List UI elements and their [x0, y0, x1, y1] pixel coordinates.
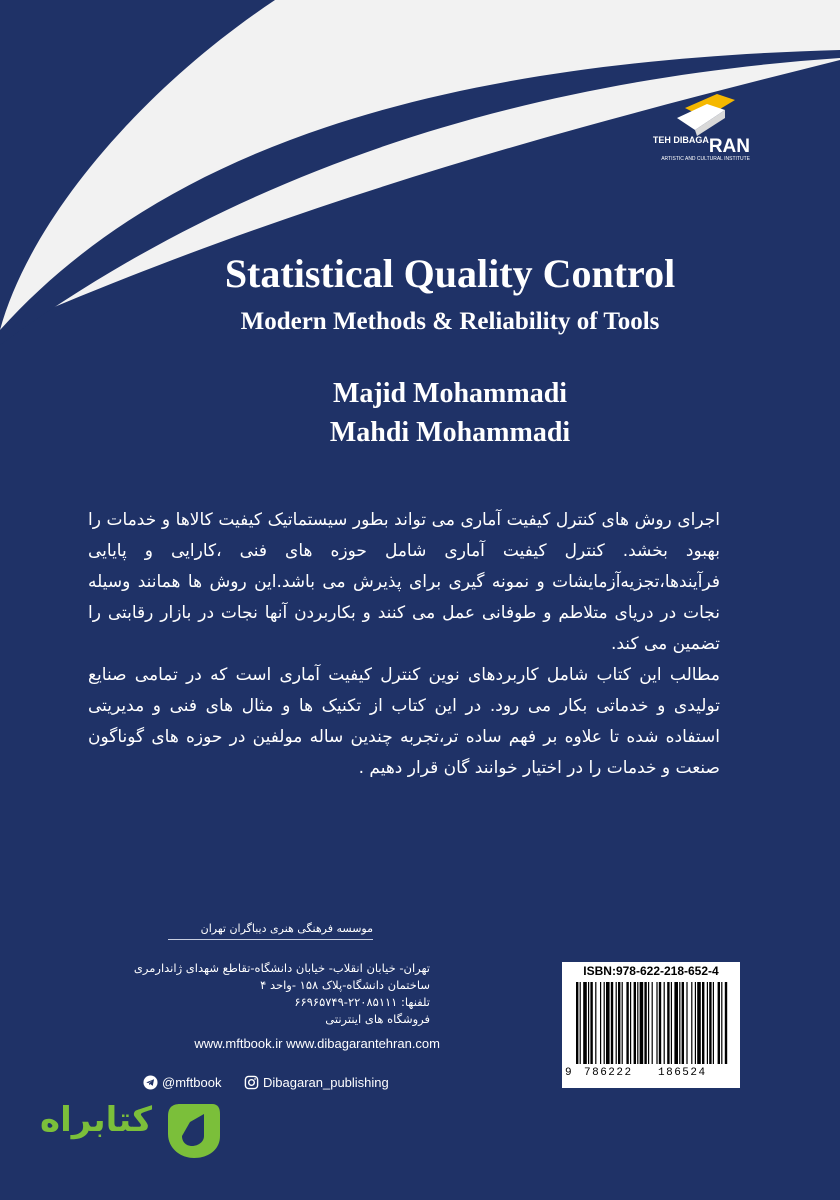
barcode-bar [682, 982, 684, 1064]
publisher-logo-text [650, 136, 750, 162]
instagram-icon [244, 1075, 259, 1090]
online-stores-label: فروشگاه های اینترنتی [325, 1012, 430, 1026]
publisher-address [100, 960, 430, 1028]
barcode-bar [664, 982, 665, 1064]
barcode-bar [616, 982, 617, 1064]
barcode-bar [671, 982, 672, 1064]
barcode-bar [600, 982, 601, 1064]
barcode-bar [718, 982, 720, 1064]
telegram-icon [143, 1075, 158, 1090]
barcode-bar [725, 982, 727, 1064]
publisher-name: موسسه فرهنگی هنری دیباگران تهران [168, 922, 373, 940]
barcode-bar [634, 982, 636, 1064]
barcode-bar [611, 982, 613, 1064]
address-line: ساختمان دانشگاه-پلاک ۱۵۸ -واحد ۴ [260, 978, 430, 992]
book-description [88, 505, 720, 784]
barcode-bar [580, 982, 581, 1064]
barcode-bar [679, 982, 680, 1064]
store-watermark: کتابراه [40, 1100, 153, 1140]
barcode-bar [691, 982, 692, 1064]
telegram-contact [143, 1075, 221, 1090]
phone-numbers: تلفنها: ۲۲۰۸۵۱۱۱-۶۶۹۶۵۷۴۹ [294, 995, 430, 1009]
logo-brand-small: TEH DIBAGA [652, 135, 709, 145]
barcode-bar [604, 982, 605, 1064]
instagram-contact [244, 1075, 389, 1090]
barcode-bar [648, 982, 649, 1064]
description-paragraph: مطالب این کتاب شامل کاربردهای نوین کنترل کیفیت آماری است که در تمامی صنایع تولیدی و خدماتی بکار می رود. در این کتاب از تکنیک ها و مثال های فنی و مدیریتی استفاده شده تا علاوه بر فهم ساده تر،تجربه چندین ساله مولفین در حوزه های گوناگون صنعت و خدمات را در اختیار خوانند گان قرار دهیم . [88, 665, 720, 778]
barcode-bar [644, 982, 646, 1064]
author-name: Mahdi Mohammadi [329, 417, 571, 448]
barcode-bar [590, 982, 592, 1064]
isbn-barcode [562, 962, 740, 1088]
barcode-bars [576, 982, 728, 1070]
barcode-bar [626, 982, 628, 1064]
logo-tagline: ARTISTIC AND CULTURAL INSTITUTE [661, 156, 750, 162]
barcode-bar [659, 982, 661, 1064]
barcode-bar [576, 982, 578, 1064]
logo-brand-large: RAN [708, 136, 750, 157]
website-links: www.mftbook.ir www.dibagarantehran.com [194, 1036, 440, 1051]
barcode-bar [618, 982, 620, 1064]
barcode-bar [606, 982, 610, 1064]
barcode-bar [630, 982, 631, 1064]
barcode-digit-first: 9 [565, 1067, 572, 1079]
barcode-bar [595, 982, 596, 1064]
isbn-number: ISBN:978-622-218-652-4 [583, 964, 719, 978]
telegram-handle: @mftbook [162, 1075, 222, 1090]
barcode-bar [707, 982, 708, 1064]
barcode-digits-left: 786222 [584, 1067, 633, 1079]
barcode-bar [713, 982, 714, 1064]
barcode-bar [640, 982, 644, 1064]
book-title: Statistical Quality Control [224, 251, 676, 296]
barcode-bar [709, 982, 711, 1064]
barcode-bar [674, 982, 678, 1064]
barcode-bar [686, 982, 687, 1064]
barcode-bar [637, 982, 638, 1064]
barcode-bar [667, 982, 669, 1064]
barcode-bar [697, 982, 701, 1064]
description-paragraph: اجرای روش های کنترل کیفیت آماری می تواند بطور سیستماتیک کیفیت کالاها و خدمات را بهبود بخشد. کنترل کیفیت آماری شامل حوزه های فنی ،کارایی و پایایی فرآیندها،تجزیه‌آزمایشات و نمونه گیری برای پذیرش می باشد.این روش ها همانند وسیله نجات در دریای متلاطم و طوفانی عمل می کنند و بکاربردن آنها نجات در بازار رقابتی را تضمین می کند. [88, 510, 720, 654]
barcode-bar [583, 982, 587, 1064]
book-subtitle: Modern Methods & Reliability of Tools [240, 308, 660, 335]
barcode-bar [652, 982, 653, 1064]
barcode-bar [721, 982, 722, 1064]
barcode-bar [622, 982, 623, 1064]
barcode-bar [656, 982, 657, 1064]
barcode-bar [695, 982, 696, 1064]
barcode-bar [702, 982, 704, 1064]
author-name: Majid Mohammadi [332, 378, 568, 409]
barcode-digits-right: 186524 [658, 1067, 707, 1079]
instagram-handle: Dibagaran_publishing [263, 1075, 389, 1090]
address-line: تهران- خیابان انقلاب- خیابان دانشگاه-تقاطع شهدای ژاندارمری [133, 961, 430, 975]
barcode-bar [588, 982, 589, 1064]
